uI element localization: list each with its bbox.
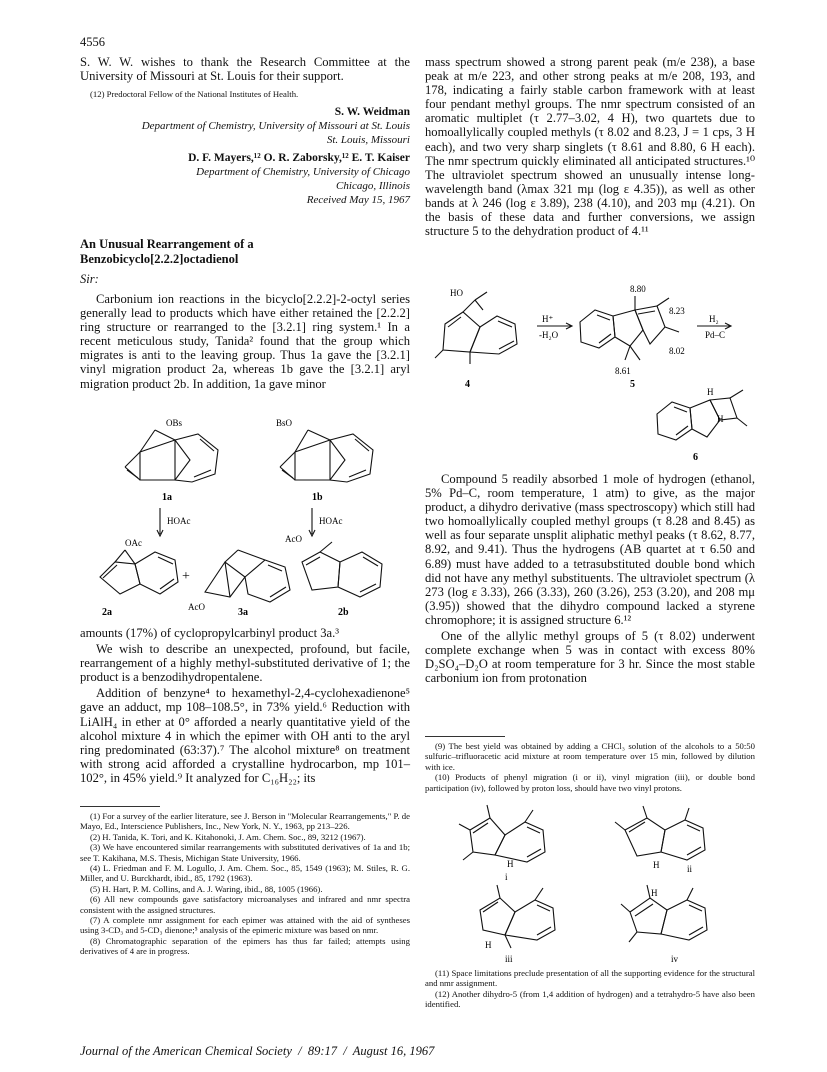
label-ii: ii xyxy=(687,864,693,874)
footnote-rule-left xyxy=(80,806,160,807)
h-label-iii: H xyxy=(485,940,492,950)
salutation: Sir: xyxy=(80,272,99,286)
h-label-2: H xyxy=(717,414,724,424)
received-date: Received May 15, 1967 xyxy=(306,194,410,207)
footnote-7: (7) A complete nmr assignment for each epimer was attained with the aid of syntheses using 3-CD₃ and 5-CD₃ dienone;⁵ analysis of the epimeric mixture was based on nmr. xyxy=(80,915,410,936)
right-paragraph-2: Compound 5 readily absorbed 1 mole of hydrogen (ethanol, 5% Pd–C, room temperature, 1 atm) to give, as the major product, a dihydro derivative (mass spectroscopy) which still had two homoallylically coupled methyl groups (τ 8.28 and 8.45) as well as four separate unsplit aliphatic methyl peaks (τ 8.62, 8.77, 8.92, and 9.41). Thus the hydrogens (AB quartet at τ 6.50 and 6.89) must have added to a tetrasubstituted double bond which did not have any methyl substituents. The ultraviolet spectrum (λ 273 (log ε 3.33), 266 (3.33), 260 (3.26), 253 (3.20), and 208 mμ (3.95)) showed that the dihydro compound lacked a styrene chromophore; it is assigned structure 6.¹² xyxy=(425,472,755,627)
paragraph-3: Addition of benzyne⁴ to hexamethyl-2,4-cyclohexadienone⁵ gave an adduct, mp 108–108.5°, in 73% yield.⁶ Reduction with LiAlH₄ in ether at 0° afforded a nearly quantitative yield of the alcohol mixture 4 in which the epimer with OH anti to the aryl ring predominated (63:37).⁷ The alcohol mixture⁸ on treatment with strong acid afforded a crystalline hydrocarbon, mp 101–102°, in 45% yield.⁹ It analyzed for C₁₆H₂₂; its xyxy=(80,686,410,785)
footnote-12: (12) Predoctoral Fellow of the National Institutes of Health. xyxy=(90,89,299,100)
h-label-iv: H xyxy=(651,888,658,898)
sub-aco-1: AcO xyxy=(188,602,205,612)
footnote-rule-right xyxy=(425,736,505,737)
right-para-1-block xyxy=(425,55,755,240)
right-paragraph-3: One of the allylic methyl groups of 5 (τ 8.02) underwent complete exchange when 5 was in contact with excess 80% D₂SO₄–D₂O at room temperature for 3 hr. Since the most stable carbonium ion from protonation xyxy=(425,629,755,686)
label-2b: 2b xyxy=(338,607,349,618)
shift-8-02: 8.02 xyxy=(669,346,685,356)
page-number: 4556 xyxy=(80,35,105,49)
label-1b: 1b xyxy=(312,492,323,503)
scheme-2-structures xyxy=(425,282,755,467)
structure-6 xyxy=(657,390,747,440)
sub-aco-2: AcO xyxy=(285,534,302,544)
sub-obs: OBs xyxy=(166,418,183,428)
affiliation-2-line1: Department of Chemistry, University of Chicago xyxy=(196,165,410,178)
footnote-12-bottom: (12) Another dihydro-5 (from 1,4 addition of hydrogen) and a tetrahydro-5 have also been identified. xyxy=(425,988,755,1010)
structure-ii xyxy=(615,806,705,860)
label-iii: iii xyxy=(505,954,513,964)
paragraph-1: Carbonium ion reactions in the bicyclo[2.2.2]-2-octyl series generally lead to products which have either retained the [2.2.2] ring structure or rearranged to the [3.2.1] ring system.¹ In a recent meticulous study, Tanida² found that the group which migrates is anti to the leaving group. Thus 1a gave the [3.2.1] vinyl migration product 2a, whereas 1b gave the [3.2.1] aryl migration product 2b. In addition, 1a gave minor xyxy=(80,292,410,391)
shift-8-23: 8.23 xyxy=(669,306,685,316)
plus-sign: + xyxy=(182,569,190,584)
para-1 xyxy=(80,292,410,393)
scheme-1-structures xyxy=(80,412,410,620)
footnote-6: (6) All new compounds gave satisfactory microanalyses and infrared and nmr spectra consistent with the assigned structures. xyxy=(80,894,410,915)
article-title-line1: An Unusual Rearrangement of a xyxy=(80,237,254,251)
paragraph-1-continued: amounts (17%) of cyclopropylcarbinyl product 3a.³ xyxy=(80,626,340,640)
affiliation-1-line1: Department of Chemistry, University of Missouri at St. Louis xyxy=(141,119,410,132)
footnote-11: (11) Space limitations preclude presentation of all the supporting evidence for the structural and nmr assignment. xyxy=(425,968,755,989)
sub-ho: HO xyxy=(450,288,463,298)
acknowledgment: S. W. W. wishes to thank the Research Committee at the University of Missouri at St. Louis for their support. xyxy=(80,55,410,84)
h-label-i: H xyxy=(507,859,514,869)
label-4: 4 xyxy=(465,379,470,390)
footnote-1: (1) For a survey of the earlier literature, see J. Berson in "Molecular Rearrangements," P. de Mayo, Ed., Interscience Publishers, Inc., New York, N. Y., 1963, pp 213–226. xyxy=(80,811,410,832)
left-top-block xyxy=(80,55,410,207)
reagent-minus-water: -H₂O xyxy=(539,330,559,340)
right-body-block xyxy=(425,472,755,687)
footnotes-left xyxy=(80,811,410,957)
shift-8-61: 8.61 xyxy=(615,366,631,376)
structure-2a xyxy=(100,550,178,594)
paragraph-2: We wish to describe an unexpected, profound, but facile, rearrangement of a highly methyl-substituted derivative of 1; the product is a benzodihydropentalene. xyxy=(80,642,410,685)
scheme-3-structures xyxy=(425,800,755,965)
footnote-8: (8) Chromatographic separation of the epimers has thus far failed; attempts using derivatives of 4 are in progress. xyxy=(80,935,410,957)
reagent-h2: H₂ xyxy=(709,314,719,324)
structure-i xyxy=(459,805,545,862)
structure-2b xyxy=(302,542,382,597)
author-1: S. W. Weidman xyxy=(334,105,410,118)
structure-5 xyxy=(580,296,679,360)
reagent-hoac-1: HOAc xyxy=(167,516,191,526)
reagent-hoac-2: HOAc xyxy=(319,516,343,526)
right-paragraph-1: mass spectrum showed a strong parent peak (m/e 238), a base peak at m/e 223, and other strong peaks at m/e 208, 193, and 178, indicating a fairly stable carbon framework with at least four pendant methyl groups. The nmr spectrum consisted of an aromatic multiplet (τ 2.77–3.02, 4 H), two quartets due to homoallylically coupled methyls (τ 8.02 and 8.23, J = 1 cps, 3 H each), and two very sharp singlets (τ 8.61 and 8.80, 6 H each). The nmr spectrum quickly eliminated all anticipated structures.¹⁰ The ultraviolet spectrum showed an unusually intense long-wavelength band (λmax 321 mμ (log ε 4.35)), as well as other bands at λ 246 (log ε 3.89), 238 (4.10), and 203 mμ (4.21). On the basis of these data and further conversions, we assign structure 5 to the dehydration product of 4.¹¹ xyxy=(425,55,755,239)
label-6: 6 xyxy=(693,452,698,463)
sub-bso: BsO xyxy=(276,418,293,428)
para-1-continued xyxy=(80,626,410,787)
affiliation-2-line2: Chicago, Illinois xyxy=(336,180,410,193)
structure-4 xyxy=(435,292,517,364)
footnotes-right-top xyxy=(425,741,755,793)
structure-3a xyxy=(205,550,290,602)
reagent-h-plus: H⁺ xyxy=(542,314,554,324)
h-label-ii: H xyxy=(653,860,660,870)
label-1a: 1a xyxy=(162,492,172,503)
structure-iv xyxy=(621,885,707,942)
affiliation-1-line2: St. Louis, Missouri xyxy=(326,133,410,146)
footnote-2: (2) H. Tanida, K. Tori, and K. Kitahonoki, J. Am. Chem. Soc., 89, 3212 (1967). xyxy=(90,831,366,842)
footnote-5: (5) H. Hart, P. M. Collins, and A. J. Waring, ibid., 88, 1005 (1966). xyxy=(90,883,323,894)
footnote-9: (9) The best yield was obtained by adding a CHCl₃ solution of the alcohols to a 50:50 sulfuric–trifluoracetic acid mixture at room temperature over 15 min, followed by dilution with ice. xyxy=(425,741,755,772)
reagent-pd-c: Pd–C xyxy=(705,330,726,340)
h-label-1: H xyxy=(707,387,714,397)
label-3a: 3a xyxy=(238,607,248,618)
footnotes-right-bottom xyxy=(425,968,755,1010)
article-title-line2: Benzobicyclo[2.2.2]octadienol xyxy=(80,252,239,266)
author-2: D. F. Mayers,¹² O. R. Zaborsky,¹² E. T. Kaiser xyxy=(188,151,410,164)
shift-8-80: 8.80 xyxy=(630,284,646,294)
footnote-10: (10) Products of phenyl migration (i or ii), vinyl migration (iii), or double bond participation (iv), followed by proton loss, should have two vinyl protons. xyxy=(425,772,755,793)
footnote-4: (4) L. Friedman and F. M. Logullo, J. Am. Chem. Soc., 85, 1549 (1963); M. Stiles, R. G. Miller, and U. Burckhardt, ibid., 85, 1792 (1963). xyxy=(80,863,410,884)
journal-footer: Journal of the American Chemical Society / 89:17 / August 16, 1967 xyxy=(80,1044,435,1058)
sub-oac: OAc xyxy=(125,538,142,548)
label-i: i xyxy=(505,872,508,882)
footnote-3: (3) We have encountered similar rearrangements with substituted derivatives of 1a and 1b; see T. Kakihana, M.S. Thesis, Michigan State University, 1966. xyxy=(80,842,410,863)
structure-iii xyxy=(480,885,555,948)
label-iv: iv xyxy=(671,954,679,964)
label-2a: 2a xyxy=(102,607,112,618)
structure-1a xyxy=(125,430,218,482)
label-5: 5 xyxy=(630,379,635,390)
structure-1b xyxy=(280,430,373,482)
